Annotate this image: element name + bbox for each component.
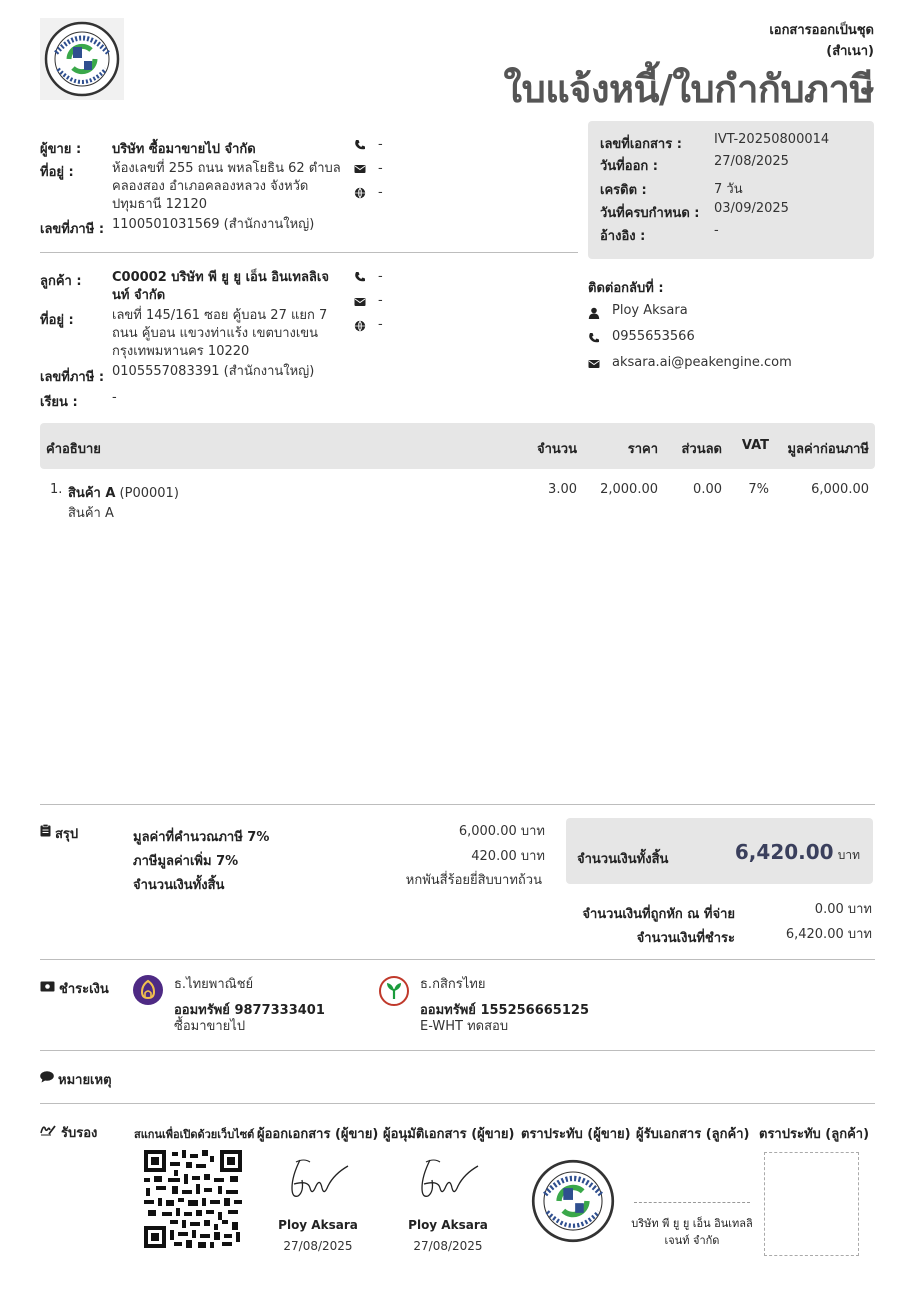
customer-phone: - [378, 269, 383, 284]
document-title: ใบแจ้งหนี้/ใบกำกับภาษี [503, 67, 874, 111]
receiver-signature-line [634, 1202, 750, 1203]
total-text-value: หกพันสี่ร้อยยี่สิบบาทถ้วน [405, 873, 542, 888]
doc-no: IVT-20250800014 [714, 132, 830, 147]
col-amount: มูลค่าก่อนภาษี [787, 442, 869, 457]
divider [40, 959, 875, 960]
attention-value: - [112, 390, 117, 405]
item-detail: สินค้า A [68, 506, 114, 521]
phone-icon [588, 332, 600, 348]
phone-icon [354, 271, 366, 287]
item-price: 2,000.00 [600, 482, 658, 497]
corporation-seal-icon [530, 1158, 616, 1244]
customer-email: - [378, 293, 383, 308]
col-price: ราคา [627, 442, 658, 457]
qr-code-icon [144, 1150, 242, 1248]
issuer-name: Ploy Aksara [278, 1218, 358, 1232]
summary-heading: สรุป [55, 827, 79, 842]
customer-address: เลขที่ 145/161 ซอย คู้บอน 27 แยก 7 ถนน คู้บอน แขวงท่าแร้ง เขตบางเขน กรุงเทพมหานคร 10220 [112, 308, 328, 359]
due-date: 03/09/2025 [714, 201, 789, 216]
email-icon [354, 163, 366, 179]
divider [40, 252, 578, 253]
table-row [68, 482, 179, 503]
cash-icon [40, 981, 55, 996]
signature-icon [40, 1124, 56, 1140]
item-vat: 7% [748, 482, 769, 497]
credit-term: 7 วัน [714, 182, 743, 197]
grand-total [700, 840, 860, 865]
row-number: 1. [50, 482, 63, 497]
notes-heading: หมายเหตุ [58, 1073, 112, 1088]
issuer-date: 27/08/2025 [283, 1239, 353, 1253]
copy-type: (สำเนา) [826, 44, 874, 59]
clipboard-icon [40, 824, 51, 841]
contact-email: aksara.ai@peakengine.com [612, 355, 792, 370]
seller-address: ห้องเลขที่ 255 ถนน พหลโยธิน 62 ตำบล คลองสอง อำเภอคลองหลวง จังหวัด ปทุมธานี 12120 [112, 161, 341, 212]
contact-name: Ploy Aksara [612, 303, 688, 318]
issue-date: 27/08/2025 [714, 154, 789, 169]
seller-stamp [530, 1158, 616, 1248]
globe-icon [354, 187, 366, 203]
email-icon [588, 358, 600, 374]
qr-code[interactable] [144, 1150, 242, 1252]
divider [40, 804, 875, 805]
seller-label: ผู้ขาย : [40, 142, 82, 157]
copy-note: เอกสารออกเป็นชุด [769, 23, 874, 38]
issuer-label: ผู้ออกเอกสาร (ผู้ขาย) [257, 1127, 379, 1142]
seller-website: - [378, 185, 383, 200]
total-text-label: จำนวนเงินทั้งสิ้น [133, 878, 225, 893]
col-description: คำอธิบาย [46, 442, 101, 457]
reference-label: อ้างอิง : [600, 229, 646, 244]
contact-phone: 0955653566 [612, 329, 695, 344]
vat-label: ภาษีมูลค่าเพิ่ม 7% [133, 854, 239, 869]
seller-tax-id: 1100501031569 (สำนักงานใหญ่) [112, 217, 315, 232]
customer-stamp-label: ตราประทับ (ลูกค้า) [759, 1127, 870, 1142]
signature-icon [286, 1156, 354, 1204]
bank-name: ธ.ไทยพาณิชย์ [174, 977, 254, 992]
customer-address-label: ที่อยู่ : [40, 313, 74, 328]
withheld-value: 0.00 บาท [814, 902, 872, 917]
item-discount: 0.00 [693, 482, 722, 497]
bank-name: ธ.กสิกรไทย [420, 977, 486, 992]
approval-heading: รับรอง [61, 1126, 98, 1141]
comment-icon [40, 1071, 54, 1087]
grand-total-unit: บาท [837, 848, 860, 862]
issuer-signature [286, 1156, 354, 1208]
corporation-seal-icon [42, 19, 122, 99]
divider [40, 1103, 875, 1104]
item-code: (P00001) [119, 486, 179, 501]
receiver-label: ผู้รับเอกสาร (ลูกค้า) [636, 1127, 750, 1142]
scb-bank-icon [133, 975, 163, 1009]
item-amount: 6,000.00 [811, 482, 869, 497]
seller-address-label: ที่อยู่ : [40, 165, 74, 180]
due-date-label: วันที่ครบกำหนด : [600, 206, 700, 221]
divider [40, 1050, 875, 1051]
customer-tax-label: เลขที่ภาษี : [40, 370, 105, 385]
customer-website: - [378, 317, 383, 332]
item-name: สินค้า A [68, 486, 116, 501]
vat-value: 420.00 บาท [471, 849, 545, 864]
payment-heading: ชำระเงิน [59, 982, 109, 997]
credit-label: เครดิต : [600, 183, 647, 198]
reference: - [714, 223, 719, 238]
signature-icon [416, 1156, 484, 1204]
account-holder: ซื้อมาขายไป [174, 1019, 246, 1034]
payable-label: จำนวนเงินที่ชำระ [636, 931, 735, 946]
account-holder: E-WHT ทดสอบ [420, 1019, 509, 1034]
customer-name: C00002 บริษัท พี ยู ยู เอ็น อินเทลลิเจนท์ จำกัด [112, 270, 329, 303]
taxable-value: 6,000.00 บาท [458, 824, 545, 839]
company-logo [40, 18, 124, 100]
grand-total-label: จำนวนเงินทั้งสิ้น [577, 852, 669, 867]
qr-label: สแกนเพื่อเปิดด้วยเว็บไซต์ [134, 1128, 255, 1141]
kbank-bank-icon [379, 976, 409, 1010]
user-icon [588, 307, 600, 323]
seller-email: - [378, 161, 383, 176]
seller-name: บริษัท ซื้อมาขายไป จำกัด [112, 142, 256, 157]
approver-signature [416, 1156, 484, 1208]
col-qty: จำนวน [537, 442, 577, 457]
phone-icon [354, 139, 366, 155]
taxable-label: มูลค่าที่คำนวณภาษี 7% [133, 830, 270, 845]
col-discount: ส่วนลด [681, 442, 722, 457]
customer-stamp-box [764, 1152, 859, 1256]
withheld-label: จำนวนเงินที่ถูกหัก ณ ที่จ่าย [582, 907, 735, 922]
approver-label: ผู้อนุมัติเอกสาร (ผู้ขาย) [383, 1127, 515, 1142]
seller-tax-label: เลขที่ภาษี : [40, 222, 105, 237]
contact-label: ติดต่อกลับที่ : [588, 281, 664, 296]
customer-label: ลูกค้า : [40, 274, 82, 289]
item-qty: 3.00 [548, 482, 577, 497]
attention-label: เรียน : [40, 395, 78, 410]
bank-account: ออมทรัพย์ 9877333401 [174, 1003, 325, 1018]
email-icon [354, 296, 366, 312]
seller-stamp-label: ตราประทับ (ผู้ขาย) [521, 1127, 631, 1142]
bank-account: ออมทรัพย์ 155256665125 [420, 1003, 589, 1018]
grand-total-value: 6,420.00 [734, 840, 834, 864]
payable-value: 6,420.00 บาท [785, 927, 872, 942]
col-vat: VAT [741, 438, 769, 453]
receiver-company: บริษัท พี ยู ยู เอ็น อินเทลลิ เจนท์ จำกัด [631, 1217, 753, 1247]
doc-no-label: เลขที่เอกสาร : [600, 137, 682, 152]
issue-date-label: วันที่ออก : [600, 159, 658, 174]
globe-icon [354, 320, 366, 336]
customer-tax-id: 0105557083391 (สำนักงานใหญ่) [112, 364, 315, 379]
approver-date: 27/08/2025 [413, 1239, 483, 1253]
approver-name: Ploy Aksara [408, 1218, 488, 1232]
seller-phone: - [378, 137, 383, 152]
